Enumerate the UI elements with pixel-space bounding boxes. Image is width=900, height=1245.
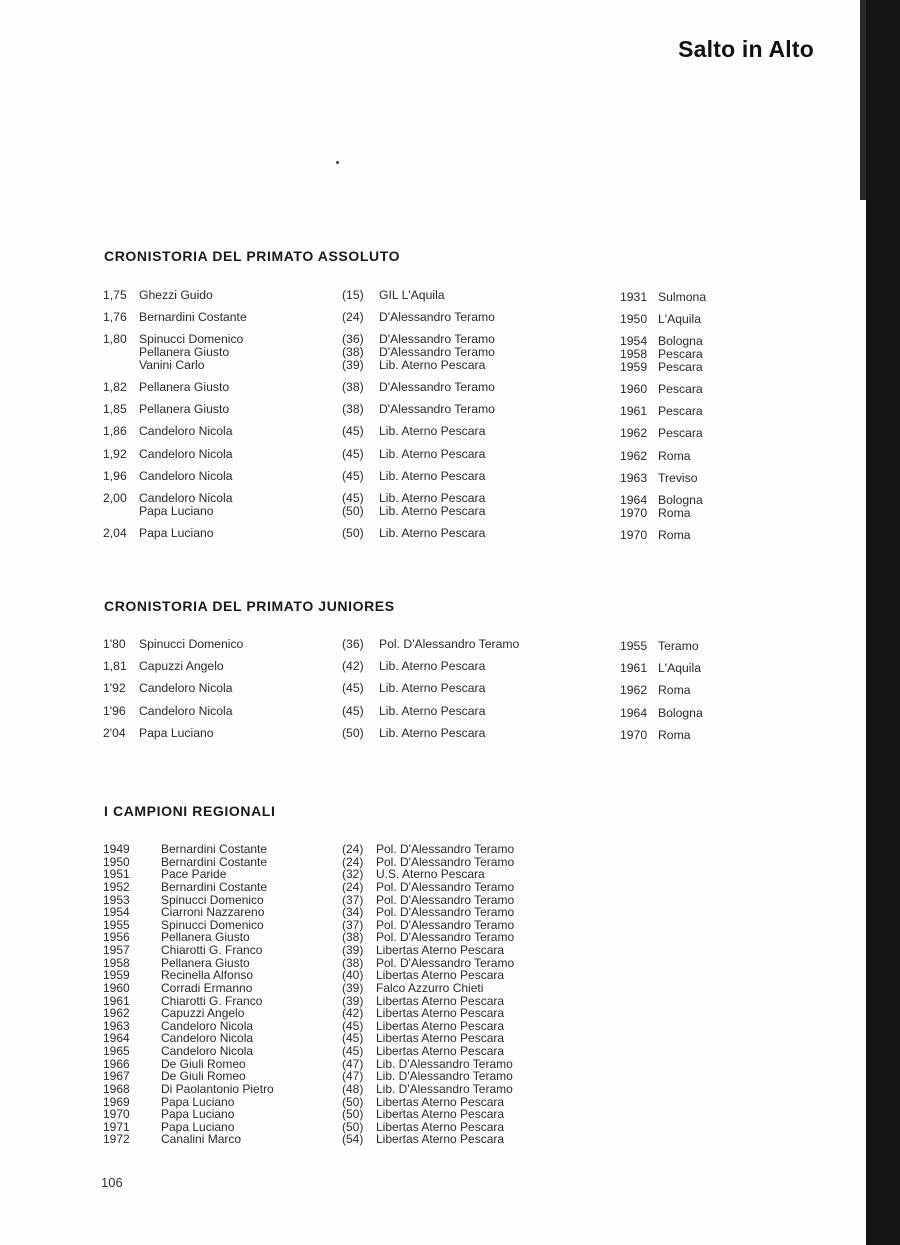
champion-name: Papa Luciano <box>161 1107 235 1122</box>
champion-birth-year: (37) <box>342 892 364 907</box>
champion-year: 1949 <box>103 842 130 856</box>
champion-club: Pol. D'Alessandro Teramo <box>376 854 515 869</box>
champion-club: Pol. D'Alessandro Teramo <box>376 955 515 970</box>
birth-year: (50) <box>342 503 364 518</box>
champion-club: Falco Azzurro Chieti <box>376 980 484 995</box>
champion-birth-year: (39) <box>342 980 364 995</box>
champion-name: Candeloro Nicola <box>161 1018 254 1033</box>
champion-row <box>0 982 860 995</box>
champion-row <box>0 1108 860 1121</box>
record-year: 1963 <box>620 470 648 485</box>
champion-year: 1953 <box>103 892 130 907</box>
record-mark: 1,85 <box>103 402 127 417</box>
athlete-name: Pellanera Giusto <box>139 379 230 394</box>
champion-row <box>0 969 860 982</box>
champion-club: Libertas Aterno Pescara <box>376 1031 505 1046</box>
record-year: 1961 <box>620 661 648 676</box>
absolute-record-list <box>0 289 860 549</box>
club-name: Lib. Aterno Pescara <box>379 446 486 461</box>
athlete-name: Papa Luciano <box>139 503 214 518</box>
record-year: 1962 <box>620 683 648 698</box>
champion-birth-year: (24) <box>342 879 364 894</box>
record-row <box>0 490 860 520</box>
champion-club: Pol. D'Alessandro Teramo <box>376 917 515 932</box>
champion-row <box>0 1007 860 1020</box>
champion-club: Libertas Aterno Pescara <box>376 1119 505 1134</box>
athlete-name: Candeloro Nicola <box>139 424 233 439</box>
champion-birth-year: (37) <box>342 917 364 932</box>
champion-birth-year: (45) <box>342 1018 364 1033</box>
champion-birth-year: (38) <box>342 955 364 970</box>
record-city: L'Aquila <box>658 661 701 676</box>
champion-name: Bernardini Costante <box>161 854 268 869</box>
record-city: Roma <box>658 527 691 542</box>
birth-year: (15) <box>342 288 364 302</box>
champion-year: 1970 <box>103 1107 130 1122</box>
champion-year: 1958 <box>103 955 130 970</box>
athlete-name: Spinucci Domenico <box>139 637 244 651</box>
record-year: 1970 <box>620 727 648 742</box>
record-mark: 1,82 <box>103 379 127 394</box>
champion-year: 1959 <box>103 968 130 983</box>
record-mark: 1,81 <box>103 659 127 674</box>
champion-row <box>0 944 860 957</box>
birth-year: (50) <box>342 525 364 540</box>
record-mark: 1'92 <box>103 681 126 696</box>
record-row <box>0 448 860 461</box>
champion-birth-year: (34) <box>342 905 364 920</box>
record-city: Roma <box>658 448 691 463</box>
record-mark: 1,75 <box>103 288 127 302</box>
record-year: 1955 <box>620 639 648 653</box>
birth-year: (50) <box>342 725 364 740</box>
champion-year: 1971 <box>103 1119 130 1134</box>
record-year: 1931 <box>620 290 648 304</box>
absolute-record-heading: CRONISTORIA DEL PRIMATO ASSOLUTO <box>104 248 401 264</box>
champion-name: Chiarotti G. Franco <box>161 943 263 957</box>
athlete-name: Candeloro Nicola <box>139 490 233 505</box>
champion-birth-year: (47) <box>342 1056 364 1071</box>
champion-birth-year: (50) <box>342 1119 364 1134</box>
champion-name: Pellanera Giusto <box>161 930 250 945</box>
champion-club: Pol. D'Alessandro Teramo <box>376 842 515 856</box>
birth-year: (45) <box>342 468 364 483</box>
junior-record-heading: CRONISTORIA DEL PRIMATO JUNIORES <box>104 598 395 614</box>
record-row <box>0 659 860 676</box>
champion-club: Lib. D'Alessandro Teramo <box>376 1056 513 1071</box>
champion-year: 1952 <box>103 879 130 894</box>
club-name: D'Alessandro Teramo <box>379 310 495 325</box>
champion-club: Pol. D'Alessandro Teramo <box>376 930 515 945</box>
birth-year: (38) <box>342 402 364 417</box>
champion-name: Spinucci Domenico <box>161 917 264 932</box>
record-row <box>0 424 860 441</box>
record-city: Roma <box>658 505 691 520</box>
champion-club: Libertas Aterno Pescara <box>376 1006 505 1021</box>
record-city: Bologna <box>658 705 703 720</box>
club-name: Lib. Aterno Pescara <box>379 424 486 439</box>
champion-club: Pol. D'Alessandro Teramo <box>376 905 515 920</box>
champion-birth-year: (45) <box>342 1031 364 1046</box>
record-year: 1964 <box>620 705 648 720</box>
champion-name: Chiarotti G. Franco <box>161 993 263 1008</box>
birth-year: (45) <box>342 446 364 461</box>
athlete-name: Vanini Carlo <box>139 357 205 372</box>
champion-row <box>0 1083 860 1096</box>
champion-row <box>0 1070 860 1083</box>
athlete-name: Papa Luciano <box>139 525 214 540</box>
birth-year: (45) <box>342 703 364 718</box>
champion-birth-year: (32) <box>342 867 364 882</box>
champion-year: 1962 <box>103 1006 130 1021</box>
record-mark: 1,76 <box>103 310 127 325</box>
record-mark: 1,86 <box>103 424 127 439</box>
record-city: Pescara <box>658 381 703 396</box>
record-row <box>0 705 860 718</box>
club-name: D'Alessandro Teramo <box>379 379 495 394</box>
champion-name: Canalini Marco <box>161 1132 242 1147</box>
champion-name: Candeloro Nicola <box>161 1031 254 1046</box>
athlete-name: Candeloro Nicola <box>139 681 233 696</box>
record-year: 1958 <box>620 347 648 362</box>
champion-name: Ciarroni Nazzareno <box>161 905 265 920</box>
champion-club: Libertas Aterno Pescara <box>376 1018 505 1033</box>
birth-year: (38) <box>342 345 364 360</box>
champion-year: 1966 <box>103 1056 130 1071</box>
scan-edge-shadow <box>866 0 900 1245</box>
champion-name: Di Paolantonio Pietro <box>161 1081 274 1096</box>
champion-name: Bernardini Costante <box>161 842 268 856</box>
champion-birth-year: (48) <box>342 1081 364 1096</box>
champion-birth-year: (42) <box>342 1006 364 1021</box>
record-mark: 2'04 <box>103 725 126 740</box>
champion-club: Lib. D'Alessandro Teramo <box>376 1081 513 1096</box>
record-year: 1954 <box>620 334 648 349</box>
athlete-name: Candeloro Nicola <box>139 446 233 461</box>
record-row <box>0 310 860 327</box>
champion-year: 1957 <box>103 943 130 957</box>
birth-year: (39) <box>342 357 364 372</box>
champion-club: Libertas Aterno Pescara <box>376 943 505 957</box>
club-name: D'Alessandro Teramo <box>379 402 495 417</box>
champion-birth-year: (39) <box>342 993 364 1008</box>
champion-year: 1955 <box>103 917 130 932</box>
champion-club: Libertas Aterno Pescara <box>376 1094 505 1109</box>
record-mark: 1,96 <box>103 468 127 483</box>
birth-year: (45) <box>342 490 364 505</box>
regional-champions-list <box>0 843 860 1146</box>
record-city: Roma <box>658 727 691 742</box>
champion-name: Candeloro Nicola <box>161 1044 254 1058</box>
champion-birth-year: (47) <box>342 1069 364 1084</box>
club-name: D'Alessandro Teramo <box>379 332 495 347</box>
athlete-name: Capuzzi Angelo <box>139 659 224 674</box>
club-name: Lib. Aterno Pescara <box>379 503 486 518</box>
record-row <box>0 681 860 698</box>
champion-club: Pol. D'Alessandro Teramo <box>376 879 515 894</box>
champion-name: Corradi Ermanno <box>161 980 253 995</box>
club-name: Lib. Aterno Pescara <box>379 681 486 696</box>
record-mark: 1'80 <box>103 637 126 651</box>
birth-year: (38) <box>342 379 364 394</box>
record-city: Bologna <box>658 492 703 507</box>
birth-year: (45) <box>342 424 364 439</box>
scan-edge-shadow-top <box>860 0 866 200</box>
champion-name: De Giuli Romeo <box>161 1069 246 1084</box>
club-name: Lib. Aterno Pescara <box>379 725 486 740</box>
champion-club: Libertas Aterno Pescara <box>376 993 505 1008</box>
club-name: GIL L'Aquila <box>379 288 445 302</box>
record-city: Teramo <box>658 639 699 653</box>
champion-name: De Giuli Romeo <box>161 1056 246 1071</box>
record-row <box>0 638 860 651</box>
record-row <box>0 527 860 540</box>
champion-birth-year: (50) <box>342 1107 364 1122</box>
champion-year: 1968 <box>103 1081 130 1096</box>
page-title: Salto in Alto <box>678 36 814 62</box>
record-mark: 1'96 <box>103 703 126 718</box>
champion-year: 1969 <box>103 1094 130 1109</box>
club-name: Lib. Aterno Pescara <box>379 703 486 718</box>
record-year: 1964 <box>620 492 648 507</box>
record-row <box>0 727 860 740</box>
athlete-name: Papa Luciano <box>139 725 214 740</box>
record-row <box>0 470 860 483</box>
birth-year: (36) <box>342 637 364 651</box>
champion-row <box>0 1045 860 1058</box>
champion-year: 1951 <box>103 867 130 882</box>
champion-birth-year: (24) <box>342 854 364 869</box>
champion-club: Libertas Aterno Pescara <box>376 1107 505 1122</box>
record-year: 1970 <box>620 505 648 520</box>
record-row <box>0 381 860 394</box>
record-city: Pescara <box>658 359 703 374</box>
athlete-name: Spinucci Domenico <box>139 332 244 347</box>
record-year: 1959 <box>620 359 648 374</box>
champion-row <box>0 843 860 856</box>
record-row <box>0 332 860 374</box>
club-name: Pol. D'Alessandro Teramo <box>379 637 520 651</box>
record-mark: 1,92 <box>103 446 127 461</box>
champion-birth-year: (40) <box>342 968 364 983</box>
champion-club: U.S. Aterno Pescara <box>376 867 485 882</box>
birth-year: (42) <box>342 659 364 674</box>
champion-club: Libertas Aterno Pescara <box>376 1132 505 1147</box>
page-number: 106 <box>101 1175 123 1190</box>
birth-year: (36) <box>342 332 364 347</box>
record-city: Treviso <box>658 470 698 485</box>
scan-speck <box>336 161 339 164</box>
record-mark: 1,80 <box>103 332 127 347</box>
champion-birth-year: (38) <box>342 930 364 945</box>
champion-birth-year: (24) <box>342 842 364 856</box>
record-year: 1961 <box>620 404 648 419</box>
record-city: Sulmona <box>658 290 707 304</box>
record-year: 1960 <box>620 381 648 396</box>
champion-year: 1965 <box>103 1044 130 1058</box>
athlete-name: Pellanera Giusto <box>139 402 230 417</box>
champion-birth-year: (54) <box>342 1132 364 1147</box>
champion-club: Pol. D'Alessandro Teramo <box>376 892 515 907</box>
record-row <box>0 289 860 302</box>
champion-birth-year: (39) <box>342 943 364 957</box>
champion-year: 1967 <box>103 1069 130 1084</box>
champion-club: Libertas Aterno Pescara <box>376 968 505 983</box>
club-name: Lib. Aterno Pescara <box>379 659 486 674</box>
record-year: 1962 <box>620 426 648 441</box>
champion-year: 1963 <box>103 1018 130 1033</box>
record-city: Pescara <box>658 404 703 419</box>
regional-champions-heading: I CAMPIONI REGIONALI <box>104 803 276 819</box>
record-city: Pescara <box>658 426 703 441</box>
athlete-name: Ghezzi Guido <box>139 288 213 302</box>
champion-row <box>0 906 860 919</box>
champion-year: 1961 <box>103 993 130 1008</box>
record-city: Bologna <box>658 334 703 349</box>
record-mark: 2,04 <box>103 525 127 540</box>
club-name: D'Alessandro Teramo <box>379 345 495 360</box>
champion-name: Capuzzi Angelo <box>161 1006 245 1021</box>
champion-row <box>0 881 860 894</box>
athlete-name: Pellanera Giusto <box>139 345 230 360</box>
champion-year: 1960 <box>103 980 130 995</box>
champion-club: Lib. D'Alessandro Teramo <box>376 1069 513 1084</box>
champion-row <box>0 1133 860 1146</box>
birth-year: (24) <box>342 310 364 325</box>
record-city: L'Aquila <box>658 312 701 327</box>
club-name: Lib. Aterno Pescara <box>379 490 486 505</box>
record-row <box>0 402 860 419</box>
champion-name: Pellanera Giusto <box>161 955 250 970</box>
record-city: Pescara <box>658 347 703 362</box>
champion-name: Papa Luciano <box>161 1119 235 1134</box>
champion-name: Pace Paride <box>161 867 227 882</box>
record-year: 1962 <box>620 448 648 463</box>
champion-year: 1964 <box>103 1031 130 1046</box>
record-city: Roma <box>658 683 691 698</box>
athlete-name: Candeloro Nicola <box>139 468 233 483</box>
champion-name: Recinella Alfonso <box>161 968 254 983</box>
record-year: 1970 <box>620 527 648 542</box>
club-name: Lib. Aterno Pescara <box>379 357 486 372</box>
champion-club: Libertas Aterno Pescara <box>376 1044 505 1058</box>
champion-birth-year: (45) <box>342 1044 364 1058</box>
champion-row <box>0 868 860 881</box>
athlete-name: Bernardini Costante <box>139 310 247 325</box>
junior-record-list <box>0 638 860 749</box>
champion-year: 1954 <box>103 905 130 920</box>
champion-year: 1956 <box>103 930 130 945</box>
champion-name: Bernardini Costante <box>161 879 268 894</box>
champion-name: Spinucci Domenico <box>161 892 264 907</box>
club-name: Lib. Aterno Pescara <box>379 468 486 483</box>
athlete-name: Candeloro Nicola <box>139 703 233 718</box>
club-name: Lib. Aterno Pescara <box>379 525 486 540</box>
champion-year: 1972 <box>103 1132 130 1147</box>
champion-year: 1950 <box>103 854 130 869</box>
champion-name: Papa Luciano <box>161 1094 235 1109</box>
champion-birth-year: (50) <box>342 1094 364 1109</box>
record-mark: 2,00 <box>103 490 127 505</box>
record-year: 1950 <box>620 312 648 327</box>
birth-year: (45) <box>342 681 364 696</box>
